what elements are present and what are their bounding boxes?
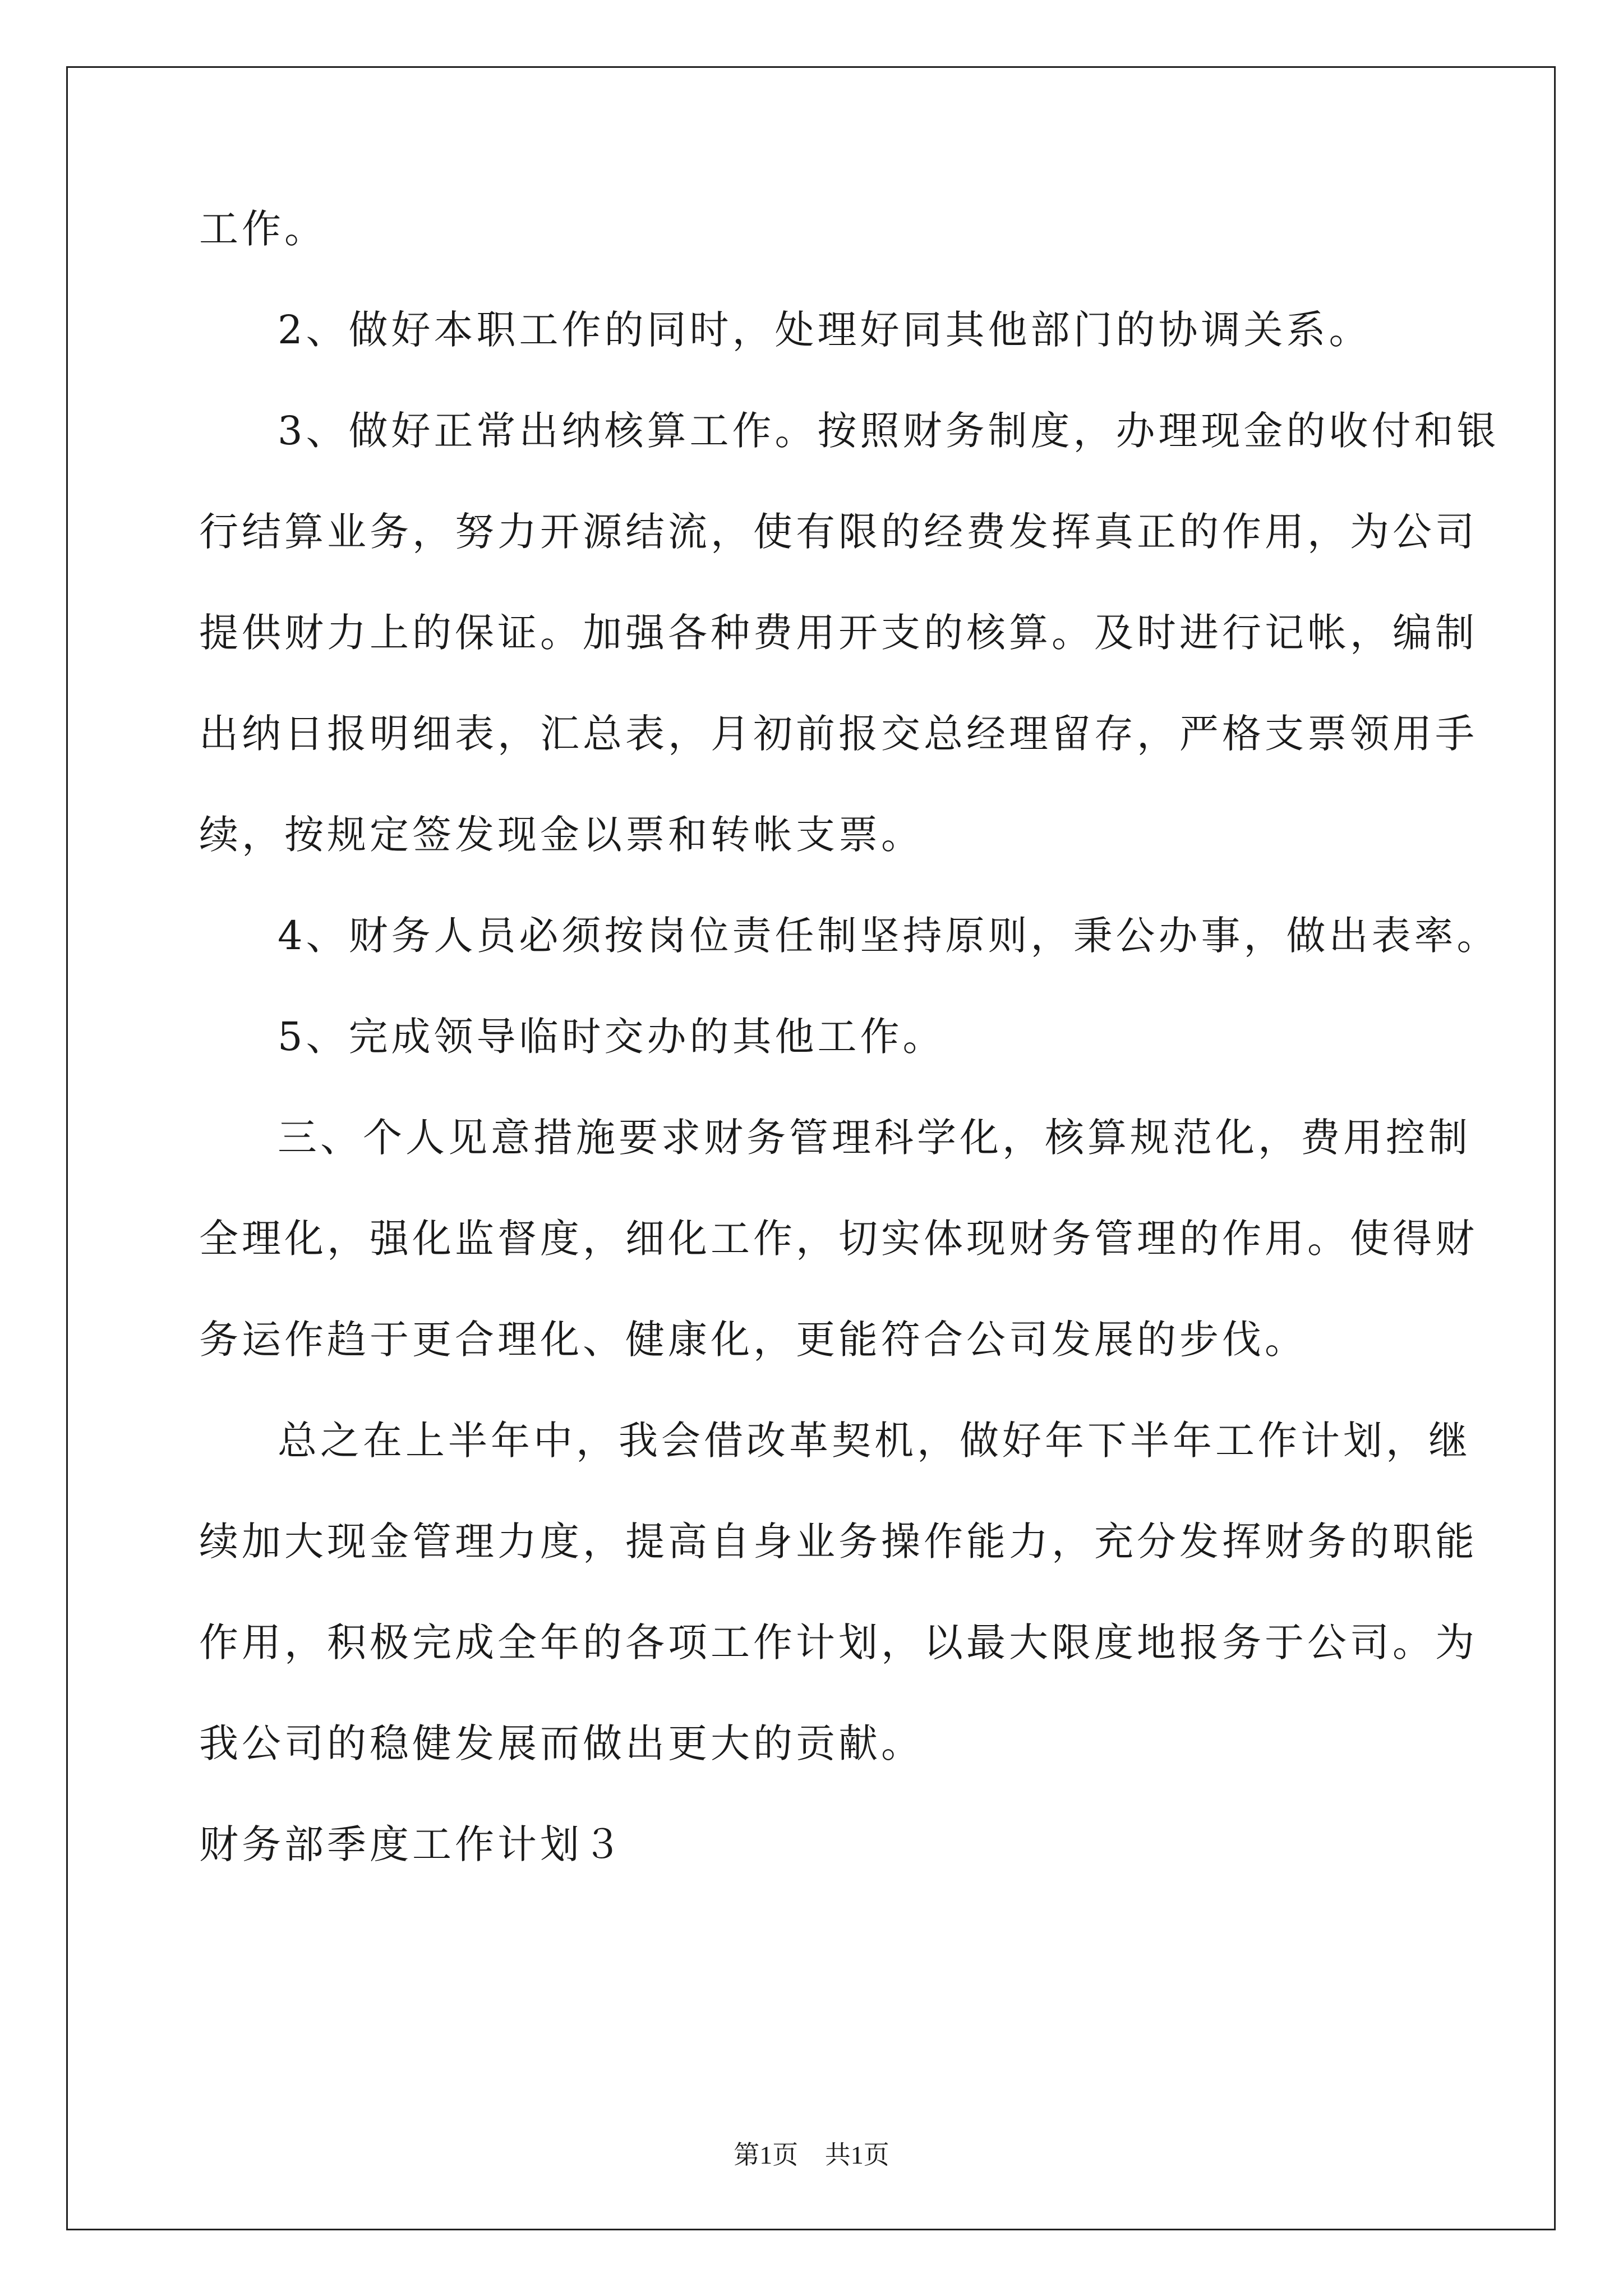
text-line-9: 5、完成领导临时交办的其他工作。 [278,1014,946,1060]
text-line-1: 工作。 [199,206,327,252]
text-line-15: 作用，积极完成全年的各项工作计划，以最大限度地报务于公司。为 [199,1619,1478,1665]
text-line-4: 行结算业务，努力开源结流，使有限的经费发挥真正的作用，为公司 [199,509,1478,555]
text-line-10: 三、个人见意措施要求财务管理科学化，核算规范化，费用控制 [278,1115,1471,1161]
text-line-14: 续加大现金管理力度，提高自身业务操作能力，充分发挥财务的职能 [199,1519,1478,1565]
page-number: 第1页 [734,2141,799,2169]
section-heading: 财务部季度工作计划３ [199,1821,625,1867]
text-line-6: 出纳日报明细表，汇总表，月初前报交总经理留存，严格支票领用手 [199,711,1478,757]
text-line-2: 2、做好本职工作的同时，处理好同其他部门的协调关系。 [278,307,1372,353]
text-line-12: 务运作趋于更合理化、健康化，更能符合公司发展的步伐。 [199,1317,1307,1363]
text-line-7: 续，按规定签发现金以票和转帐支票。 [199,812,924,858]
text-line-8: 4、财务人员必须按岗位责任制坚持原则，秉公办事，做出表率。 [278,913,1500,959]
page-footer [0,2138,1623,2172]
document-body [199,202,1500,1918]
text-line-11: 全理化，强化监督度，细化工作，切实体现财务管理的作用。使得财 [199,1216,1478,1262]
text-line-5: 提供财力上的保证。加强各种费用开支的核算。及时进行记帐，编制 [199,610,1478,656]
text-line-3: 3、做好正常出纳核算工作。按照财务制度，办理现金的收付和银 [278,408,1500,454]
text-line-13: 总之在上半年中，我会借改革契机，做好年下半年工作计划，继 [278,1418,1471,1464]
text-line-16: 我公司的稳健发展而做出更大的贡献。 [199,1720,924,1766]
page-total: 共1页 [824,2141,889,2169]
